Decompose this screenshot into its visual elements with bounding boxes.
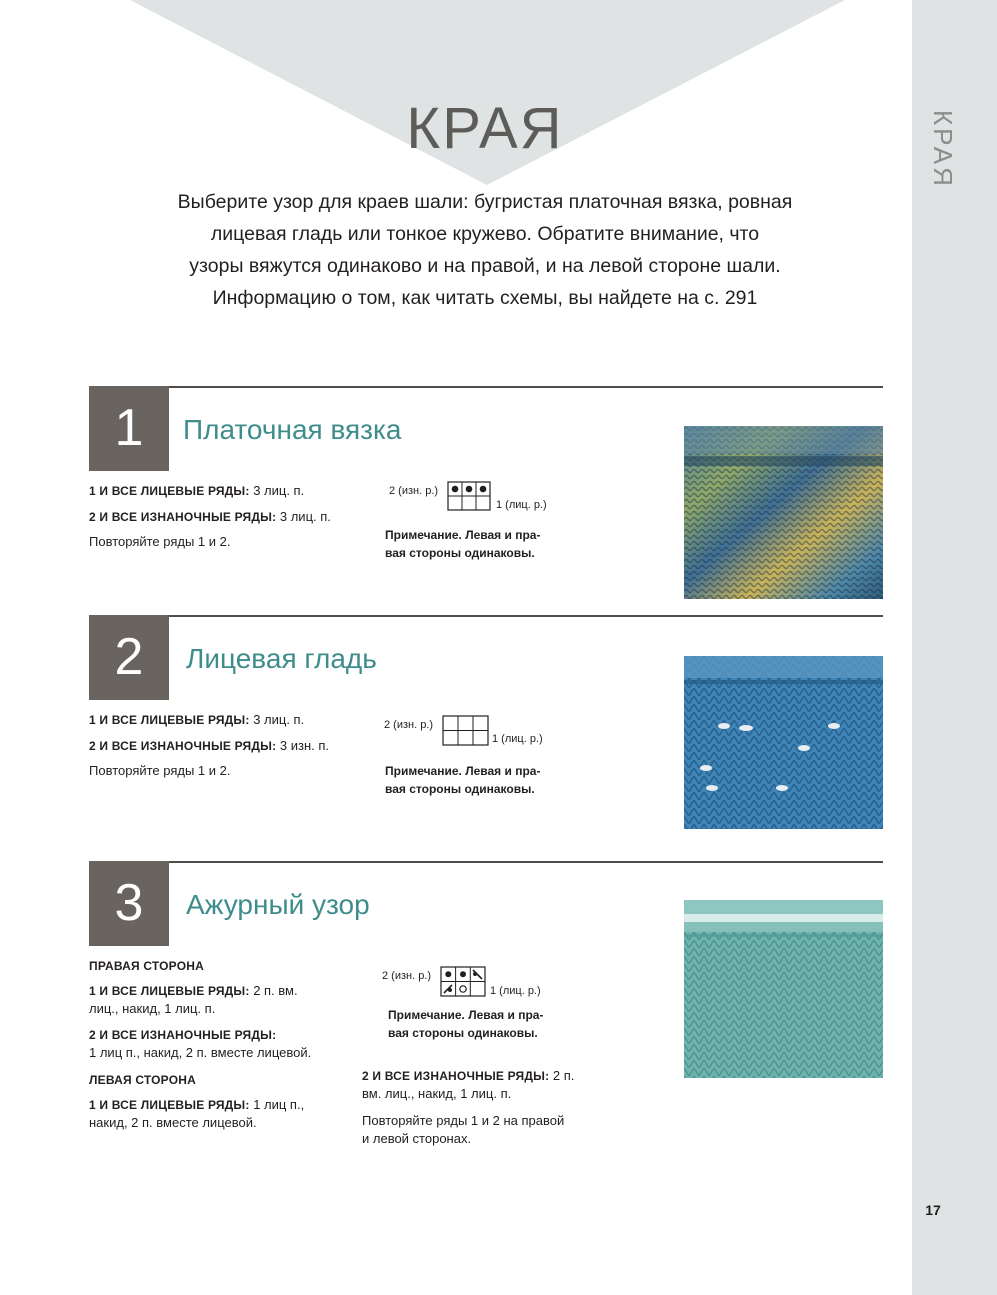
instruction-left-row-2: 2 И ВСЕ ИЗНАНОЧНЫЕ РЯДЫ: 2 п. [362,1068,575,1083]
repeat-line: Повторяйте ряды 1 и 2 на правой [362,1113,565,1128]
instruction-row-2: 2 И ВСЕ ИЗНАНОЧНЫЕ РЯДЫ: 3 изн. п. [89,738,329,753]
instruction-left-row-1: 1 И ВСЕ ЛИЦЕВЫЕ РЯДЫ: 1 лиц п., [89,1097,305,1112]
sidebar-tab [912,0,997,1295]
instruction-row-2-cont: 1 лиц п., накид, 2 п. вместе лицевой. [89,1045,312,1060]
chart-row1-label: 1 (лиц. р.) [492,733,543,745]
intro-text [150,186,820,314]
chart-row2-label: 2 (изн. р.) [389,485,439,497]
intro-line: лицевая гладь или тонкое кружево. Обратите внимание, что [210,223,760,245]
section-number: 1 [89,386,169,471]
section-garter [89,386,883,606]
repeat-line: и левой сторонах. [362,1131,472,1146]
section-divider [89,861,883,863]
intro-line: узоры вяжутся одинаково и на правой, и на левой стороне шали. [189,255,781,277]
left-side-heading: ЛЕВАЯ СТОРОНА [89,1073,196,1087]
intro-line: Информацию о том, как читать схемы, вы найдете на с. 291 [212,287,758,309]
section-number: 3 [89,861,169,946]
instruction-row-2: 2 И ВСЕ ИЗНАНОЧНЫЕ РЯДЫ: 3 лиц. п. [89,509,331,524]
note-line: вая стороны одинаковы. [385,546,535,560]
right-side-heading: ПРАВАЯ СТОРОНА [89,959,204,973]
stockinette-swatch-photo [684,656,883,829]
section-title: Ажурный узор [186,889,370,920]
chart-row2-label: 2 (изн. р.) [384,719,434,731]
lace-swatch-photo [684,900,883,1078]
section-lace [89,861,883,1161]
intro-line: Выберите узор для краев шали: бугристая платочная вязка, ровная [177,191,793,213]
chart-row1-label: 1 (лиц. р.) [490,985,541,997]
instruction-row-1: 1 И ВСЕ ЛИЦЕВЫЕ РЯДЫ: 3 лиц. п. [89,483,305,498]
chart-row1-label: 1 (лиц. р.) [496,499,547,511]
instruction-left-row-1-cont: накид, 2 п. вместе лицевой. [89,1115,257,1130]
section-title: Платочная вязка [183,414,402,445]
stitch-chart [440,966,486,997]
instruction-row-1: 1 И ВСЕ ЛИЦЕВЫЕ РЯДЫ: 2 п. вм. [89,983,298,998]
garter-swatch-photo [684,426,883,599]
page-title: КРАЯ [406,96,564,161]
instruction-left-row-2-cont: вм. лиц., накид, 1 лиц. п. [362,1086,512,1101]
note-line: вая стороны одинаковы. [385,782,535,796]
section-divider [89,386,883,388]
section-title: Лицевая гладь [186,643,377,674]
note-line: Примечание. Левая и пра- [388,1008,544,1022]
instruction-repeat: Повторяйте ряды 1 и 2. [89,763,231,778]
page-number: 17 [925,1202,941,1218]
instruction-row-1-cont: лиц., накид, 1 лиц. п. [89,1001,216,1016]
stitch-chart [447,481,491,511]
section-divider [89,615,883,617]
instruction-repeat: Повторяйте ряды 1 и 2. [89,534,231,549]
note-line: Примечание. Левая и пра- [385,528,541,542]
section-number: 2 [89,615,169,700]
note-line: Примечание. Левая и пра- [385,764,541,778]
note-line: вая стороны одинаковы. [388,1026,538,1040]
instruction-row-2: 2 И ВСЕ ИЗНАНОЧНЫЕ РЯДЫ: [89,1028,277,1042]
stitch-chart [442,715,489,746]
instruction-row-1: 1 И ВСЕ ЛИЦЕВЫЕ РЯДЫ: 3 лиц. п. [89,712,305,727]
chart-row2-label: 2 (изн. р.) [382,970,432,982]
section-stockinette [89,615,883,835]
sidebar-title: КРАЯ [928,110,958,189]
